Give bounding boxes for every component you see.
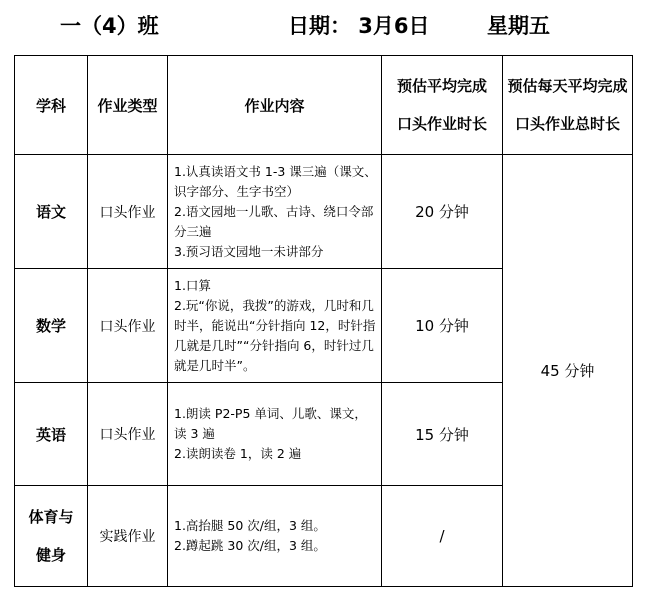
page-header (0, 8, 645, 38)
type-cell: 口头作业 (88, 269, 168, 383)
col-header-total-time: 预估每天平均完成 口头作业总时长 (503, 56, 633, 155)
time-cell: / (382, 486, 503, 587)
col-header-type: 作业类型 (88, 56, 168, 155)
type-cell: 实践作业 (88, 486, 168, 587)
table-row (15, 155, 633, 269)
content-cell (168, 155, 382, 269)
content-cell (168, 383, 382, 486)
content-line: 1.口算 (174, 277, 211, 293)
content-line: 1.高抬腿 50 次/组，3 组。 (174, 518, 326, 533)
table-header-row (15, 56, 633, 155)
content-line: 2.蹲起跳 30 次/组，3 组。 (174, 538, 326, 553)
homework-table (14, 55, 633, 587)
content-line: 2.语文园地一儿歌、古诗、绕口令部分三遍 (174, 203, 374, 239)
content-line: 2.玩“你说，我拨”的游戏，几时和几时半，能说出“分针指向 12，时针指几就是几时”“分针指向 6，时针过几就是几时半”。 (174, 297, 376, 373)
type-cell: 口头作业 (88, 383, 168, 486)
subject-cell: 语文 (15, 155, 88, 269)
time-cell: 15 分钟 (382, 383, 503, 486)
content-line: 2.读朗读卷 1，读 2 遍 (174, 446, 302, 461)
col-header-est-time: 预估平均完成 口头作业时长 (382, 56, 503, 155)
subject-cell: 体育与 健身 (15, 486, 88, 587)
time-cell: 10 分钟 (382, 269, 503, 383)
time-cell: 20 分钟 (382, 155, 503, 269)
col-header-content: 作业内容 (168, 56, 382, 155)
content-line: 3.预习语文园地一未讲部分 (174, 243, 324, 259)
subject-cell: 数学 (15, 269, 88, 383)
content-cell (168, 269, 382, 383)
class-name: 一（4）班 (60, 14, 159, 38)
total-time-cell: 45 分钟 (503, 155, 633, 587)
weekday: 星期五 (487, 14, 550, 38)
content-line: 1.朗读 P2-P5 单词、儿歌、课文，读 3 遍 (174, 406, 367, 441)
date-label: 日期： 3月6日 (288, 14, 430, 38)
content-line: 1.认真读语文书 1-3 课三遍（课文、识字部分、生字书空） (174, 163, 377, 199)
subject-cell: 英语 (15, 383, 88, 486)
type-cell: 口头作业 (88, 155, 168, 269)
col-header-subject: 学科 (15, 56, 88, 155)
content-cell (168, 486, 382, 587)
